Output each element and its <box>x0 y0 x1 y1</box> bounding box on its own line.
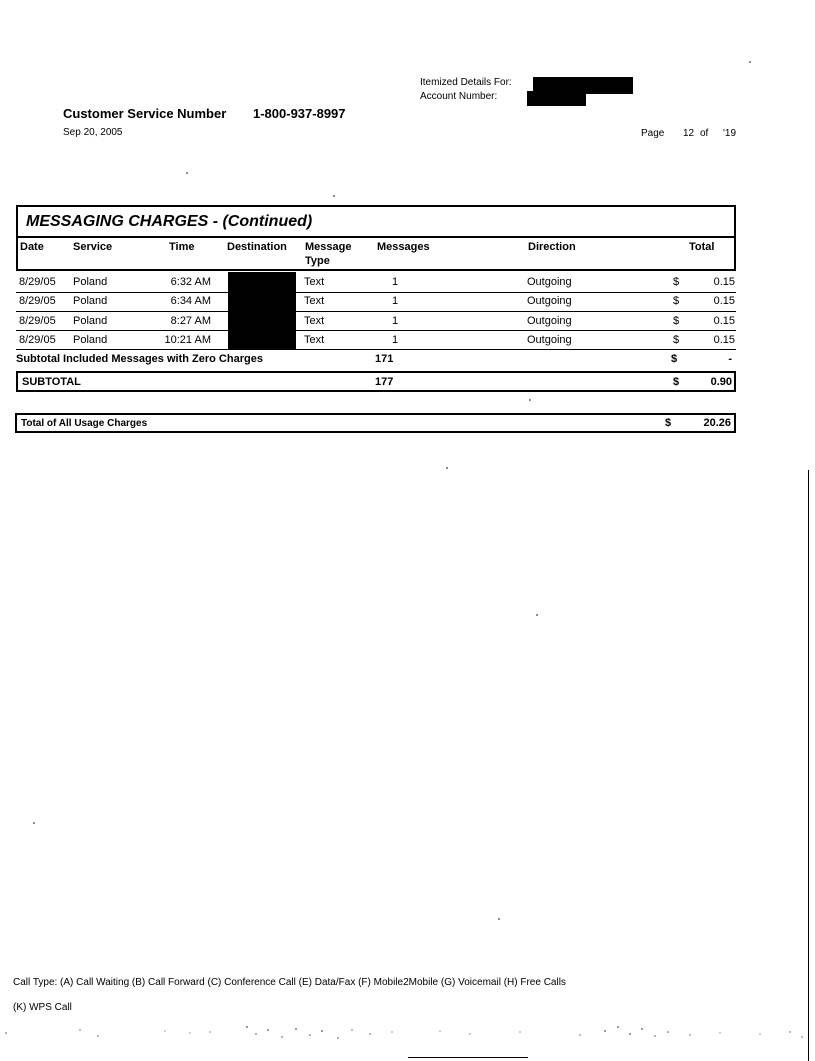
grand-total-label: Total of All Usage Charges <box>21 418 148 429</box>
table-row <box>16 292 736 311</box>
page-number: 12 <box>683 128 695 139</box>
page-of: of <box>700 128 709 139</box>
row-date: 8/29/05 <box>19 315 56 327</box>
row-service: Poland <box>73 276 108 288</box>
col-message-type-line2: Type <box>305 255 330 267</box>
customer-service-label: Customer Service Number <box>63 106 227 121</box>
subtotal-total: 0.90 <box>710 376 732 388</box>
scan-speck <box>333 195 335 197</box>
row-messages: 1 <box>392 315 399 327</box>
row-time: 6:34 AM <box>170 295 211 307</box>
grand-total-currency: $ <box>665 417 672 429</box>
row-date: 8/29/05 <box>19 295 56 307</box>
section-title: MESSAGING CHARGES - (Continued) <box>26 213 313 230</box>
table-row <box>16 331 736 350</box>
scan-edge-line <box>808 470 809 1061</box>
redacted-destination-block <box>228 272 296 350</box>
row-service: Poland <box>73 295 108 307</box>
zero-charge-currency: $ <box>671 353 678 365</box>
itemized-details-label: Itemized Details For: <box>420 77 512 88</box>
row-total: 0.15 <box>713 315 735 327</box>
call-type-legend: Call Type: (A) Call Waiting (B) Call Forward (C) Conference Call (E) Data/Fax (F) Mobile2Mobile (G) Voicemail (H) Free Calls <box>13 977 566 988</box>
row-total: 0.15 <box>713 334 735 346</box>
row-date: 8/29/05 <box>19 276 56 288</box>
row-total: 0.15 <box>713 276 735 288</box>
col-date: Date <box>20 241 44 253</box>
page-total: '19 <box>723 128 737 139</box>
scan-speck <box>446 467 448 469</box>
subtotal-currency: $ <box>673 376 680 388</box>
col-service: Service <box>73 241 113 253</box>
row-direction: Outgoing <box>527 295 572 307</box>
row-direction: Outgoing <box>527 276 572 288</box>
row-currency: $ <box>673 276 680 288</box>
scan-noise-strip <box>0 1022 815 1061</box>
scan-speck <box>186 172 188 174</box>
subtotal-box <box>16 371 736 392</box>
row-total: 0.15 <box>713 295 735 307</box>
row-time: 8:27 AM <box>170 315 211 327</box>
account-number-label: Account Number: <box>420 91 498 102</box>
col-message-type-line1: Message <box>305 241 352 253</box>
row-direction: Outgoing <box>527 334 572 346</box>
row-type: Text <box>304 276 325 288</box>
header-divider <box>18 236 734 238</box>
row-currency: $ <box>673 334 680 346</box>
col-time: Time <box>169 241 195 253</box>
col-direction: Direction <box>528 241 576 253</box>
table-row <box>16 273 736 292</box>
scan-speck <box>536 614 538 616</box>
row-type: Text <box>304 334 325 346</box>
row-messages: 1 <box>392 276 399 288</box>
row-date: 8/29/05 <box>19 334 56 346</box>
row-time: 10:21 AM <box>164 334 211 346</box>
row-messages: 1 <box>392 334 399 346</box>
zero-charge-row <box>16 350 736 369</box>
col-messages: Messages <box>377 241 430 253</box>
scan-speck <box>498 918 500 920</box>
row-type: Text <box>304 295 325 307</box>
row-service: Poland <box>73 315 108 327</box>
grand-total-value: 20.26 <box>703 417 731 429</box>
col-total: Total <box>689 241 715 253</box>
row-service: Poland <box>73 334 108 346</box>
redacted-account-block <box>527 91 586 106</box>
col-destination: Destination <box>227 241 287 253</box>
row-direction: Outgoing <box>527 315 572 327</box>
statement-date: Sep 20, 2005 <box>63 127 123 138</box>
row-currency: $ <box>673 315 680 327</box>
grand-total-box <box>15 413 736 433</box>
row-type: Text <box>304 315 325 327</box>
scan-speck <box>529 399 531 401</box>
table-row <box>16 312 736 331</box>
messaging-charges-header-box <box>16 205 736 271</box>
row-currency: $ <box>673 295 680 307</box>
zero-charge-total: - <box>728 353 732 365</box>
zero-charge-messages: 171 <box>375 353 394 365</box>
wps-call-legend: (K) WPS Call <box>13 1002 72 1013</box>
customer-service-number: 1-800-937-8997 <box>253 106 346 121</box>
scan-speck <box>33 822 35 824</box>
row-time: 6:32 AM <box>170 276 211 288</box>
subtotal-label: SUBTOTAL <box>22 376 81 388</box>
page-label: Page <box>641 128 665 139</box>
scan-speck <box>749 61 751 63</box>
row-messages: 1 <box>392 295 399 307</box>
subtotal-messages: 177 <box>375 376 394 388</box>
zero-charge-label: Subtotal Included Messages with Zero Charges <box>16 353 263 365</box>
